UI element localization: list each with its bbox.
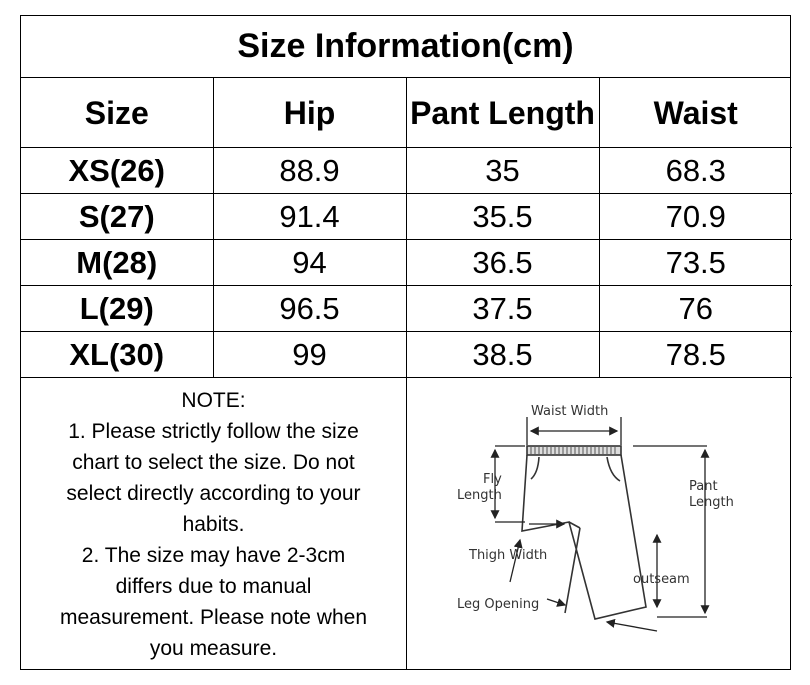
hip-cell: 99	[213, 332, 406, 378]
hip-cell: 88.9	[213, 148, 406, 194]
waist-cell: 76	[599, 286, 792, 332]
length-cell: 35.5	[406, 194, 599, 240]
table-row	[21, 240, 792, 286]
waist-cell: 70.9	[599, 194, 792, 240]
note-line: you measure.	[149, 637, 278, 660]
thigh-width-label: Thigh Width	[469, 548, 548, 563]
hip-cell: 91.4	[213, 194, 406, 240]
table-row	[21, 332, 792, 378]
table-row	[21, 148, 792, 194]
header-row	[21, 78, 792, 148]
hip-cell: 96.5	[213, 286, 406, 332]
note-line: habits.	[182, 513, 245, 536]
length-cell: 37.5	[406, 286, 599, 332]
fly-length-label: Length	[457, 488, 502, 503]
shorts-diagram-svg	[407, 377, 790, 669]
waist-cell: 73.5	[599, 240, 792, 286]
waist-cell: 78.5	[599, 332, 792, 378]
fly-label: Fly	[483, 472, 502, 487]
header-size: Size	[21, 78, 213, 148]
leg-opening-label: Leg Opening	[457, 597, 540, 612]
length-cell: 38.5	[406, 332, 599, 378]
note-line: 2. The size may have 2-3cm	[81, 544, 346, 567]
header-hip: Hip	[213, 78, 406, 148]
note-panel	[21, 377, 407, 669]
note-heading: NOTE:	[181, 389, 246, 412]
table-row	[21, 286, 792, 332]
size-chart	[20, 15, 791, 670]
note-line: 1. Please strictly follow the size	[68, 420, 359, 443]
size-cell: M(28)	[21, 240, 213, 286]
note-line: select directly according to your	[66, 482, 361, 505]
waist-width-label: Waist Width	[531, 404, 609, 419]
bottom-section	[21, 377, 790, 669]
note-line: measurement. Please note when	[59, 606, 367, 629]
chart-title: Size Information(cm)	[21, 16, 790, 78]
header-pant-length: Pant Length	[406, 78, 599, 148]
note-line: chart to select the size. Do not	[72, 451, 355, 474]
outseam-label: outseam	[633, 572, 690, 587]
header-waist: Waist	[599, 78, 792, 148]
size-table	[21, 78, 792, 378]
hip-cell: 94	[213, 240, 406, 286]
length-cell: 35	[406, 148, 599, 194]
length-cell: 36.5	[406, 240, 599, 286]
size-cell: XL(30)	[21, 332, 213, 378]
size-cell: L(29)	[21, 286, 213, 332]
note-line: differs due to manual	[115, 575, 312, 598]
table-row	[21, 194, 792, 240]
pant-length-label: Length	[689, 495, 734, 510]
measurement-diagram	[407, 377, 790, 669]
waist-cell: 68.3	[599, 148, 792, 194]
shorts-outline-icon	[522, 446, 646, 619]
size-cell: S(27)	[21, 194, 213, 240]
size-cell: XS(26)	[21, 148, 213, 194]
pant-label: Pant	[689, 479, 718, 494]
